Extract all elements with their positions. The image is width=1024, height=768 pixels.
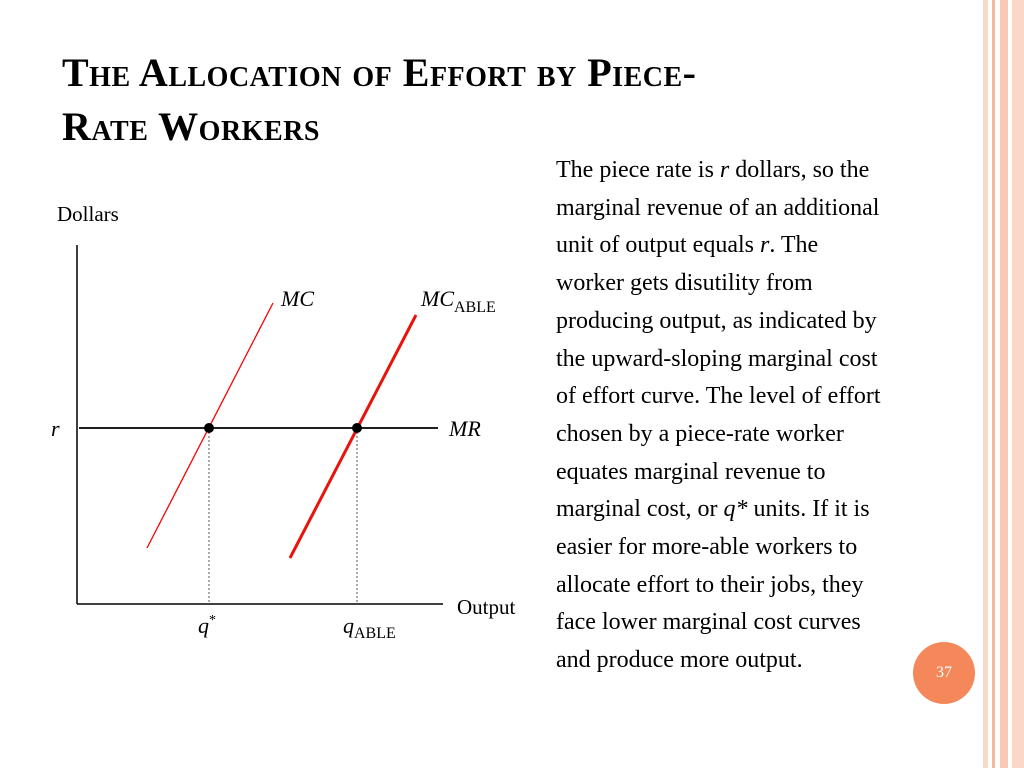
text-line: and produce more output.	[556, 647, 803, 674]
r-label: r	[51, 416, 60, 441]
text-line: chosen by a piece-rate worker	[556, 420, 844, 447]
text-line: marginal cost, or q* units. If it is	[556, 496, 870, 523]
y-axis-label: Dollars	[57, 202, 119, 226]
text-line: marginal revenue of an additional	[556, 194, 880, 221]
explanation-text	[556, 152, 996, 680]
text-line: unit of output equals r. The	[556, 232, 819, 259]
effort-diagram	[0, 180, 550, 650]
text-line: easier for more-able workers to	[556, 534, 858, 561]
mc-label: MC	[281, 286, 314, 311]
q-able-label: $q_{ABLE}$	[343, 613, 396, 642]
page-number-badge: 37	[913, 642, 975, 704]
text-line: producing output, as indicated by	[556, 307, 877, 334]
text-line: The piece rate is r dollars, so the	[556, 157, 870, 183]
slide-title	[62, 46, 882, 154]
title-line-2: Rate Workers	[62, 104, 320, 149]
x-axis-label: Output	[457, 595, 516, 619]
mc-able-label: $MC_{ABLE}$	[421, 286, 496, 316]
text-line: the upward-sloping marginal cost	[556, 345, 878, 372]
mr-label: MR	[449, 416, 481, 441]
decor-stripe-4	[1012, 0, 1024, 768]
text-line: face lower marginal cost curves	[556, 609, 861, 636]
text-line: allocate effort to their jobs, they	[556, 571, 864, 598]
equilibrium-point-q-star	[204, 423, 214, 433]
equilibrium-point-q-able	[352, 423, 362, 433]
text-line: of effort curve. The level of effort	[556, 383, 881, 410]
q-star-label: q*	[198, 613, 216, 638]
text-line: equates marginal revenue to	[556, 458, 826, 485]
mc-able-line	[290, 315, 416, 558]
title-line-1: The Allocation of Effort by Piece-	[62, 50, 697, 95]
decor-stripe-3	[1000, 0, 1008, 768]
text-line: worker gets disutility from	[556, 270, 813, 297]
